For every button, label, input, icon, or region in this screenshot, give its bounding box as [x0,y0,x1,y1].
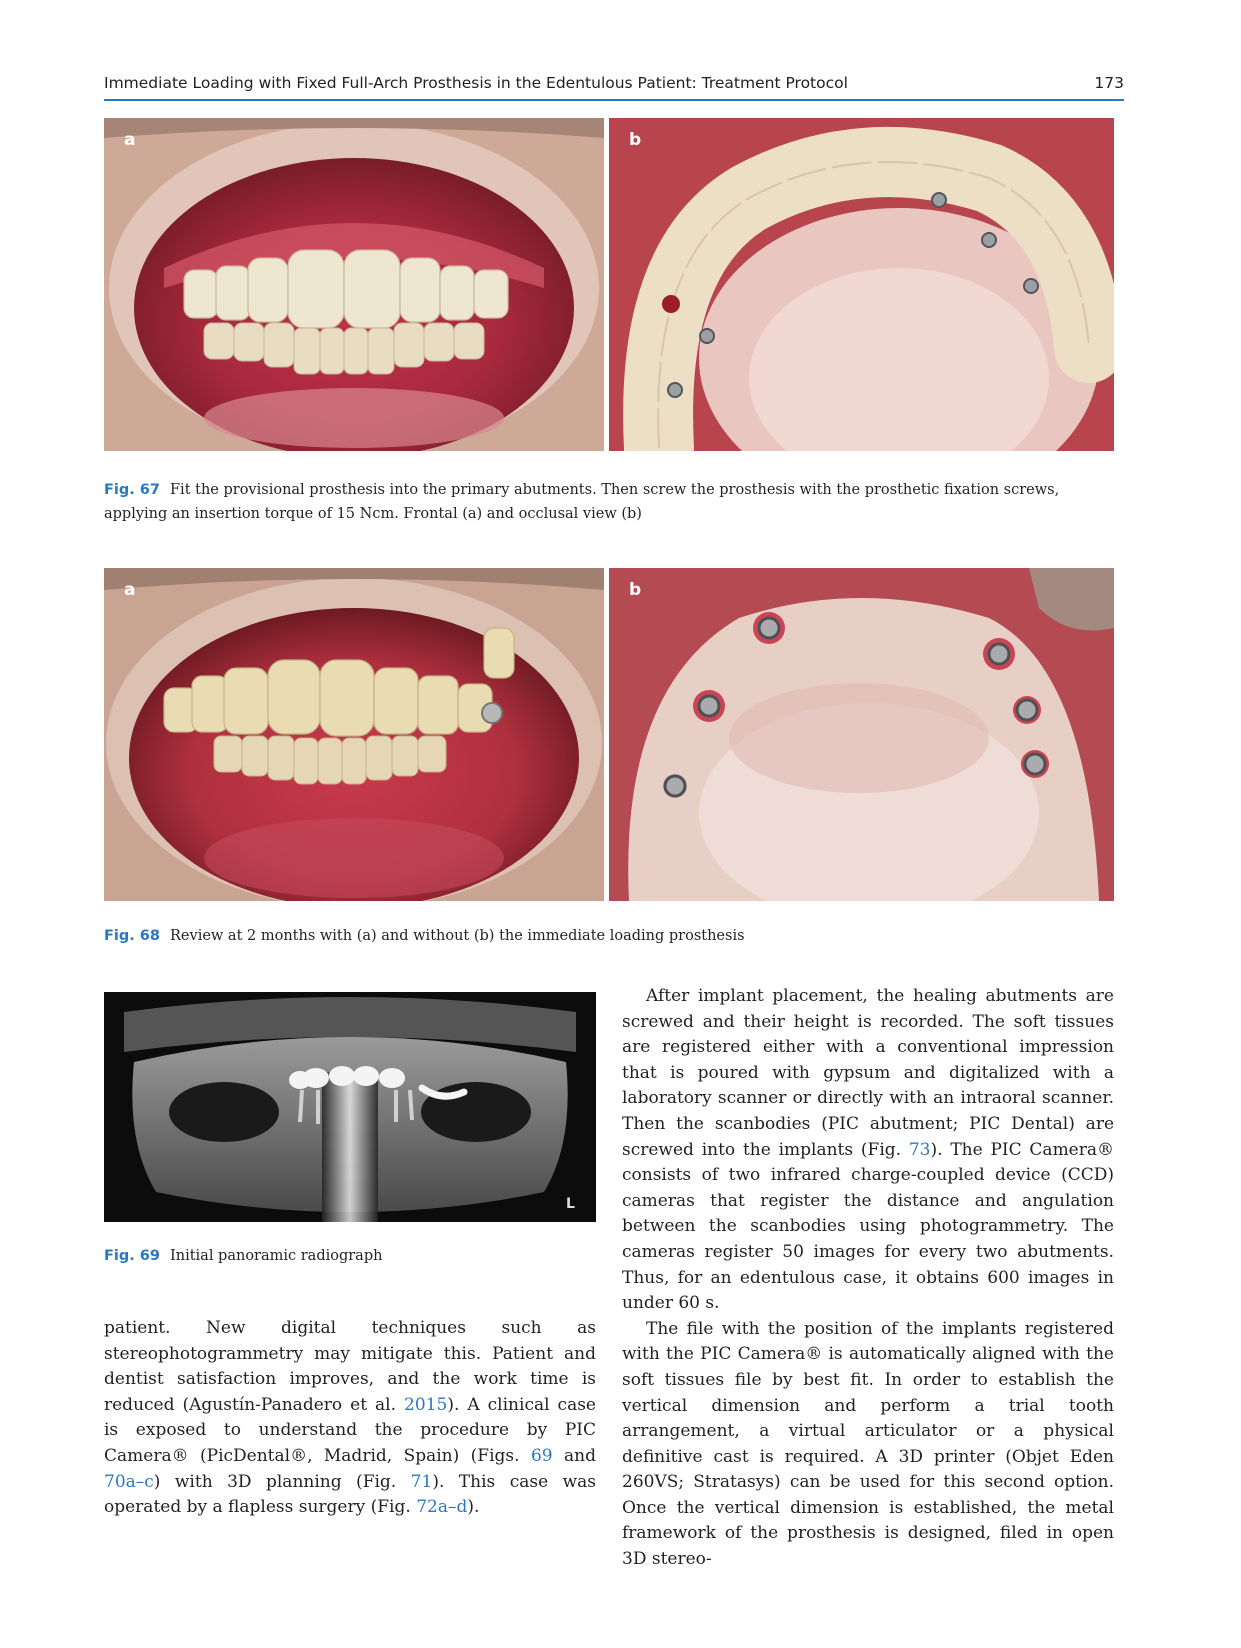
fig69-caption [104,1244,596,1268]
fig69-caption-text: Initial panoramic radiograph [170,1248,383,1264]
fig68-caption [104,924,1124,948]
fig-link-73[interactable]: 73 [908,1139,931,1160]
fig68b-panel-letter: b [629,580,642,600]
fig-link-70[interactable]: 70a–c [104,1471,154,1492]
left-paragraph [104,1316,596,1521]
fig-link-72[interactable]: 72a–d [416,1497,468,1518]
running-head-title: Immediate Loading with Fixed Full-Arch Prosthesis in the Edentulous Patient: Treatment Protocol [104,74,848,92]
fig69-image [104,992,596,1222]
fig69-panoramic-radiograph [104,992,596,1222]
fig68-caption-text: Review at 2 months with (a) and without (b) the immediate loading prosthesis [170,928,745,944]
fig68b-image [609,568,1114,901]
fig67b-image [609,118,1114,451]
right-text-run: After implant placement, the healing abutments are screwed and their height is recorded. The soft tissues are registered either with a conventional impression that is poured with gypsum and digitalized with a laboratory scanner or directly with an intraoral scanner. Then the scanbodies (PIC abutment; PIC Dental) are screwed into the implants (Fig. [622,986,1114,1160]
fig69-label: Fig. 69 [104,1248,160,1264]
left-column-text [104,1316,596,1521]
fig67-label: Fig. 67 [104,482,160,498]
header-rule [104,99,1124,101]
fig67-caption-text: Fit the provisional prosthesis into the primary abutments. Then screw the prosthesis with the prosthetic fixation screws, applying an insertion torque of 15 Ncm. Frontal (a) and occlusal view (b) [104,482,1060,522]
fig68a-image [104,568,604,901]
fig68a-frontal-photo [104,568,604,901]
left-text-run: ). This case was operated by a flapless surgery (Fig. [104,1471,596,1518]
fig67b-occlusal-photo [609,118,1114,451]
fig67a-panel-letter: a [124,130,136,150]
citation-link-2015[interactable]: 2015 [404,1394,448,1415]
fig-link-69[interactable]: 69 [530,1445,553,1466]
right-paragraph-1 [622,984,1114,1317]
fig68-label: Fig. 68 [104,928,160,944]
page-number: 173 [1094,74,1124,92]
left-text-run: ). A clinical case is exposed to understand the procedure by PIC Camera® (PicDental®, Madrid, Spain) (Figs. [104,1394,596,1466]
right-paragraph-2: The file with the position of the implants registered with the PIC Camera® is automatically aligned with the soft tissues file by best fit. In order to establish the vertical dimension and perform a trial tooth arrangement, a virtual articulator or a physical definitive cast is required. A 3D printer (Objet Eden 260VS; Stratasys) can be used for this second option. Once the vertical dimension is established, the metal framework of the prosthesis is designed, filed in open 3D stereo- [622,1318,1114,1570]
fig68a-panel-letter: a [124,580,136,600]
left-text-run: and [552,1445,596,1466]
fig67a-image [104,118,604,451]
left-text-run: ) with 3D planning (Fig. [153,1471,411,1492]
right-text-run: ). The PIC Camera® consists of two infrared charge-coupled device (CCD) cameras that register the distance and angulation between the scanbodies using photogrammetry. The cameras register 50 images for every two abutments. Thus, for an edentulous case, it obtains 600 images in under 60 s. [622,1139,1115,1314]
fig67-caption [104,478,1124,526]
running-head [104,70,1124,100]
fig67b-panel-letter: b [629,130,642,150]
right-column-text [622,984,1114,1573]
fig69-corner-mark: L [566,1196,575,1212]
fig68b-occlusal-photo [609,568,1114,901]
fig67a-frontal-photo [104,118,604,451]
left-text-run: ). [467,1497,480,1518]
fig-link-71[interactable]: 71 [410,1471,433,1492]
left-text-run: patient. New digital techniques such as stereophotogrammetry may mitigate this. Patient and dentist satisfaction improves, and the work time is reduced (Agustín-Panadero et al. [104,1318,596,1415]
